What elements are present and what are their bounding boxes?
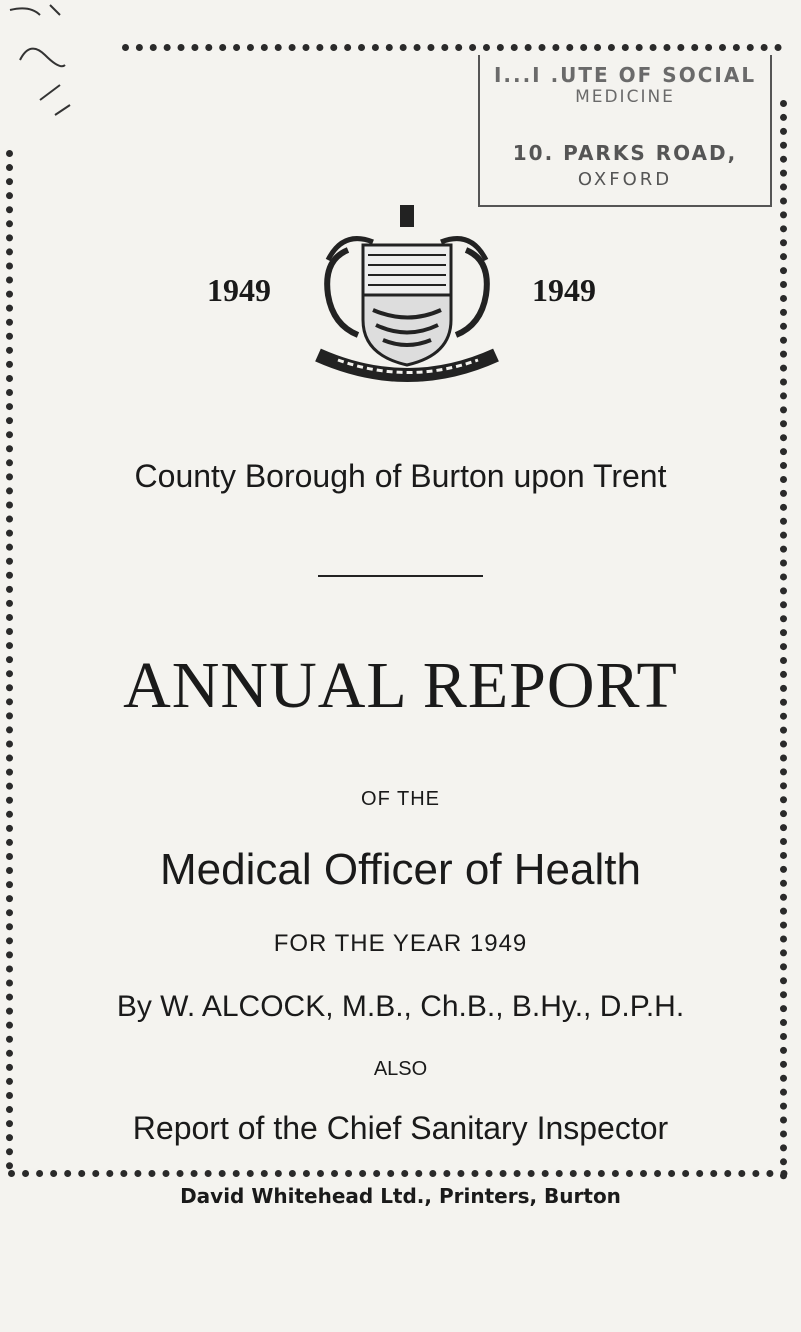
second-report-title: Report of the Chief Sanitary Inspector: [132, 1110, 669, 1146]
stamp-line-medicine: MEDICINE: [575, 87, 675, 107]
year-left: 1949: [207, 272, 271, 308]
also-label: ALSO: [373, 1058, 428, 1080]
stamp-line-city: OXFORD: [577, 169, 673, 190]
printer-imprint: David Whitehead Ltd., Printers, Burton: [180, 1184, 621, 1208]
dotted-border-top: [122, 44, 782, 51]
library-stamp: [478, 55, 772, 207]
dotted-border-bottom: [8, 1170, 788, 1177]
borough-crest-icon: [308, 205, 506, 385]
report-subtitle: Medical Officer of Health: [160, 845, 641, 894]
report-author: By W. ALCOCK, M.B., Ch.B., B.Hy., D.P.H.: [116, 990, 685, 1023]
authority-name: County Borough of Burton upon Trent: [134, 458, 667, 494]
report-year: FOR THE YEAR 1949: [273, 930, 528, 957]
handwritten-scribble: [0, 0, 120, 150]
stamp-line-institute: I...I .UTE OF SOCIAL: [493, 63, 757, 87]
report-title: ANNUAL REPORT: [123, 649, 678, 722]
stamp-line-address: 10. PARKS ROAD,: [512, 141, 738, 165]
of-the-label: OF THE: [361, 788, 440, 810]
divider-rule: [318, 575, 483, 577]
year-right: 1949: [532, 272, 596, 308]
